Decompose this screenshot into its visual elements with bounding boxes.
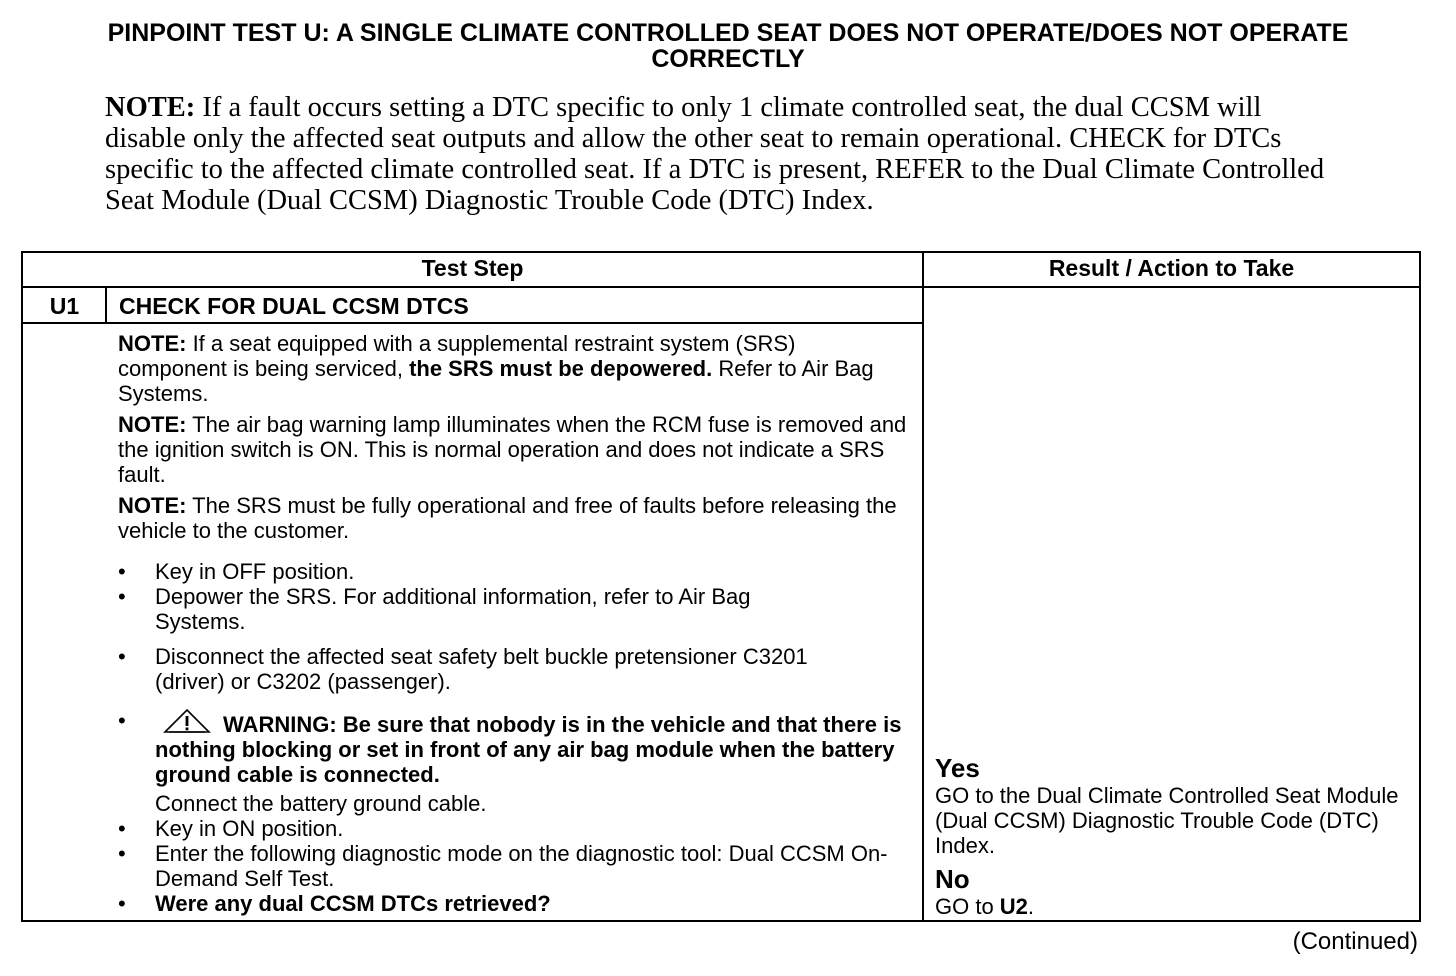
- no-target-link[interactable]: U2: [999, 894, 1028, 919]
- note-label: NOTE:: [118, 493, 187, 518]
- note-1: [118, 331, 908, 406]
- list-item: [118, 644, 875, 694]
- note-text: The SRS must be fully operational and free of faults before releasing the vehicle to the customer.: [118, 493, 897, 543]
- header-result: Result / Action to Take: [1048, 255, 1295, 281]
- list-item-text: Key in ON position.: [155, 816, 344, 841]
- bullet: •: [118, 841, 126, 866]
- no-action: [935, 894, 1405, 919]
- list-item-text: Enter the following diagnostic mode on the diagnostic tool: Dual CCSM On-Demand Self Test.: [155, 841, 888, 891]
- list-item-text: Key in OFF position.: [155, 559, 355, 584]
- list-item-continued: [118, 791, 908, 816]
- header-divider: [23, 286, 1419, 288]
- final-question: [118, 891, 908, 916]
- list-item-text: Connect the battery ground cable.: [155, 791, 487, 816]
- continued-label: (Continued): [1292, 928, 1418, 955]
- step-row-divider: [23, 322, 922, 324]
- list-item-text: Depower the SRS. For additional information, refer to Air Bag Systems.: [155, 584, 751, 634]
- bullet: •: [118, 584, 126, 609]
- intro-note: [105, 92, 1345, 216]
- warning-triangle-icon: [163, 708, 211, 734]
- yes-text: GO to the Dual Climate Controlled Seat Module (Dual CCSM) Diagnostic Trouble Code (DTC) Index.: [935, 783, 1399, 858]
- note-3: [118, 493, 908, 543]
- result-cell: [935, 753, 1405, 919]
- steps-list-c: [118, 708, 908, 916]
- bullet: •: [118, 644, 126, 669]
- header-test-step: Test Step: [421, 255, 524, 281]
- warning-text: WARNING: Be sure that nobody is in the vehicle and that there is nothing blocking or set in front of any air bag module when the battery ground cable is connected.: [155, 712, 902, 787]
- page-title: PINPOINT TEST U: A SINGLE CLIMATE CONTROLLED SEAT DOES NOT OPERATE/DOES NOT OPERATE CORRECTLY: [107, 19, 1349, 73]
- list-item-text: Disconnect the affected seat safety belt buckle pretensioner C3201 (driver) or C3202 (passenger).: [155, 644, 808, 694]
- note-bold-text: the SRS must be depowered.: [409, 356, 713, 381]
- list-item: [118, 816, 908, 841]
- steps-list-b: [118, 644, 908, 694]
- intro-note-text: If a fault occurs setting a DTC specific to only 1 climate controlled seat, the dual CCSM will disable only the affected seat outputs and allow the other seat to remain operational. CHECK for DTCs specific to the affected climate controlled seat. If a DTC is present, REFER to the Dual Climate Controlled Seat Module (Dual CCSM) Diagnostic Trouble Code (DTC) Index.: [105, 92, 1325, 216]
- final-question-text: Were any dual CCSM DTCs retrieved?: [155, 891, 551, 916]
- step-body: [118, 331, 908, 916]
- note-label: NOTE:: [118, 331, 187, 356]
- bullet: •: [118, 708, 126, 733]
- bullet: •: [118, 559, 126, 584]
- note-text: If a seat equipped with a supplemental restraint system (SRS) component is being serviced,: [118, 331, 796, 381]
- column-divider: [922, 253, 924, 920]
- note-2: [118, 412, 908, 487]
- no-label: No: [935, 864, 970, 894]
- no-end: .: [1027, 894, 1035, 919]
- intro-note-label: NOTE:: [105, 92, 196, 123]
- step-title: CHECK FOR DUAL CCSM DTCS: [119, 293, 469, 319]
- yes-label: Yes: [935, 753, 980, 783]
- bullet: •: [118, 816, 126, 841]
- list-item: [118, 841, 908, 891]
- note-label: NOTE:: [118, 412, 187, 437]
- test-table: [21, 251, 1421, 922]
- bullet: •: [118, 891, 126, 916]
- step-id: U1: [49, 293, 80, 319]
- note-text: The air bag warning lamp illuminates when the RCM fuse is removed and the ignition switch is ON. This is normal operation and does not indicate a SRS fault.: [118, 412, 907, 487]
- warning-item: [118, 708, 908, 787]
- no-text: GO to: [935, 894, 1000, 919]
- list-item: [118, 559, 908, 584]
- note-tail: Refer to Air Bag Systems.: [118, 356, 874, 406]
- steps-list-a: [118, 559, 908, 634]
- list-item: [118, 584, 795, 634]
